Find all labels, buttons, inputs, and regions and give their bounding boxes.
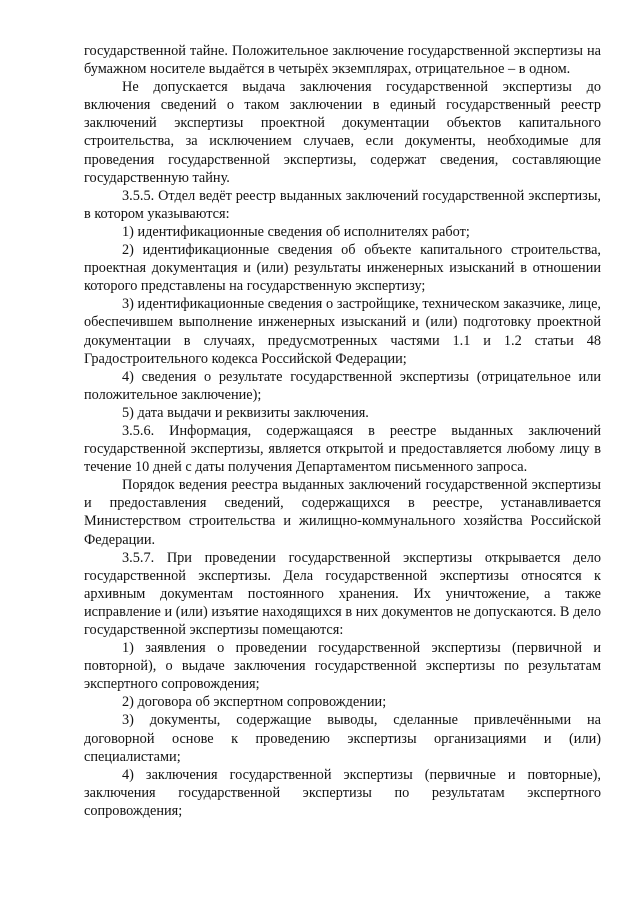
list-item: 2) идентификационные сведения об объекте капитального строительства, проектная документация и (или) результаты инженерных изысканий в отношении которого представлены на государственную экспертизу;: [84, 242, 601, 295]
section-paragraph-3-5-6: 3.5.6. Информация, содержащаяся в реестре выданных заключений государственной экспертизы, является открытой и предоставляется любому лицу в течение 10 дней с даты получения Департаментом письменного запроса.: [84, 422, 601, 476]
paragraph: Не допускается выдача заключения государственной экспертизы до включения сведений о таком заключении в единый государственный реестр заключений экспертизы проектной документации объектов капитального строительства, за исключением случаев, если документы, необходимые для проведения государственной экспертизы, содержат сведения, составляющие государственную тайну.: [84, 79, 601, 186]
list-item: 1) заявления о проведении государственной экспертизы (первичной и повторной), о выдаче заключения государственной экспертизы по результатам экспертного сопровождения;: [84, 640, 601, 693]
list-item: 5) дата выдачи и реквизиты заключения.: [122, 404, 369, 421]
list-item: 4) сведения о результате государственной экспертизы (отрицательное или положительное заключение);: [84, 368, 601, 403]
section-paragraph-3-5-7: 3.5.7. При проведении государственной экспертизы открывается дело государственной экспертизы. Дела государственной экспертизы относятся к архивным документам постоянного хранения. Их уничтожение, а также исправление и (или) изъятие находящихся в них документов не допускаются. В дело государственной экспертизы помещаются:: [84, 549, 601, 638]
list-item: 4) заключения государственной экспертизы (первичные и повторные), заключения государственной экспертизы по результатам экспертного сопровождения;: [84, 766, 601, 819]
list-item: 3) идентификационные сведения о застройщике, техническом заказчике, лице, обеспечившем выполнение инженерных изысканий и (или) подготовку проектной документации в случаях, предусмотренных частями 1.1 и 1.2 статьи 48 Градостроительного кодекса Российской Федерации;: [84, 296, 601, 367]
paragraph: Порядок ведения реестра выданных заключений государственной экспертизы и предоставления сведений, содержащихся в реестре, устанавливается Министерством строительства и жилищно-коммунального хозяйства Российской Федерации.: [84, 477, 601, 548]
paragraph: государственной тайне. Положительное заключение государственной экспертизы на бумажном носителе выдаётся в четырёх экземплярах, отрицательное – в одном.: [84, 43, 601, 78]
document-page: [84, 42, 601, 820]
list-item: 3) документы, содержащие выводы, сделанные привлечёнными на договорной основе к проведению экспертизы организациями и (или) специалистами;: [84, 712, 601, 765]
section-paragraph-3-5-5: 3.5.5. Отдел ведёт реестр выданных заключений государственной экспертизы, в котором указываются:: [84, 187, 601, 222]
list-item: 1) идентификационные сведения об исполнителях работ;: [122, 223, 470, 240]
list-item: 2) договора об экспертном сопровождении;: [122, 694, 387, 711]
